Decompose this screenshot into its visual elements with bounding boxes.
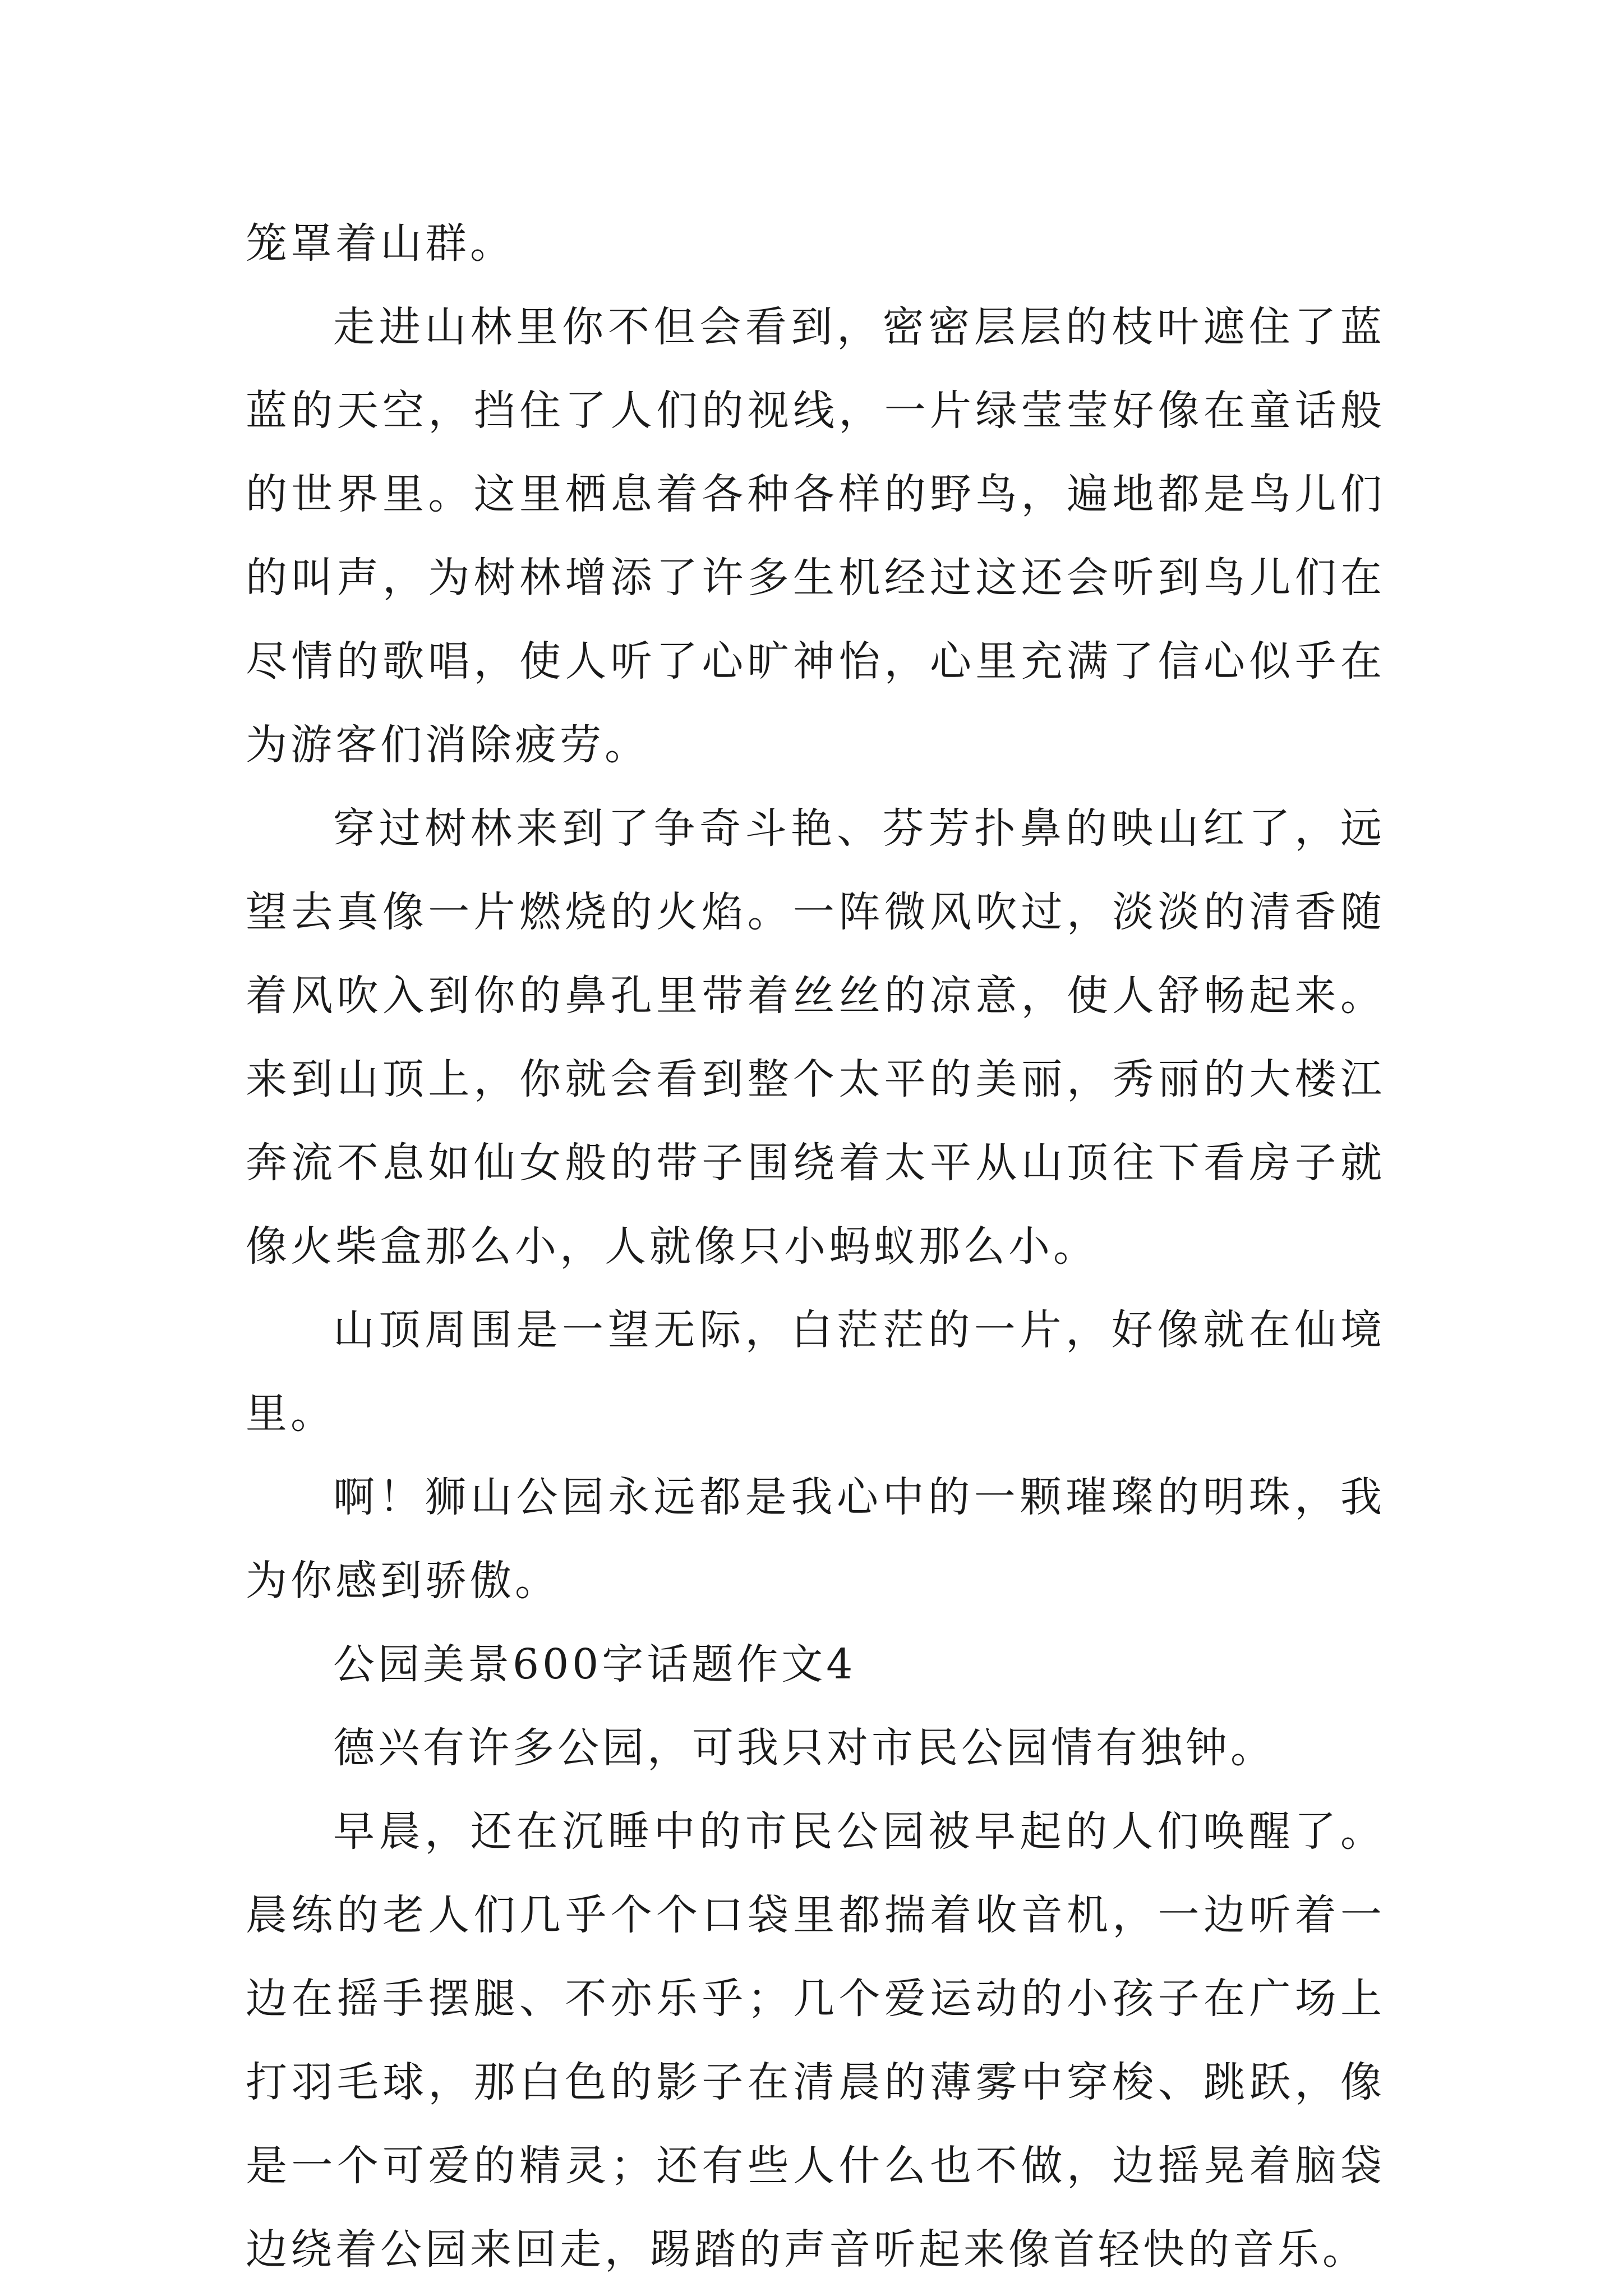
document-body [246, 202, 1385, 2292]
essay-heading: 公园美景600字话题作文4 [333, 1640, 856, 1688]
paragraph-azalea: 穿过树林来到了争奇斗艳、芬芳扑鼻的映山红了，远望去真像一片燃烧的火焰。一阵微风吹过，淡淡的清香随着风吹入到你的鼻孔里带着丝丝的凉意，使人舒畅起来。来到山顶上，你就会看到整个太平的美丽，秀丽的大楼江奔流不息如仙女般的带子围绕着太平从山顶往下看房子就像火柴盒那么小，人就像只小蚂蚁那么小。 [246, 804, 1385, 1271]
paragraph-continuation: 笼罩着山群。 [246, 219, 515, 268]
paragraph-conclusion: 啊！狮山公园永远都是我心中的一颗璀璨的明珠，我为你感到骄傲。 [246, 1473, 1385, 1605]
paragraph-summit: 山顶周围是一望无际，白茫茫的一片，好像就在仙境里。 [246, 1306, 1385, 1438]
paragraph-intro: 德兴有许多公园，可我只对市民公园情有独钟。 [333, 1724, 1275, 1772]
paragraph-forest: 走进山林里你不但会看到，密密层层的枝叶遮住了蓝蓝的天空，挡住了人们的视线，一片绿莹莹好像在童话般的世界里。这里栖息着各种各样的野鸟，遍地都是鸟儿们的叫声，为树林增添了许多生机经过这还会听到鸟儿们在尽情的歌唱，使人听了心旷神怡，心里充满了信心似乎在为游客们消除疲劳。 [246, 303, 1385, 769]
paragraph-morning: 早晨，还在沉睡中的市民公园被早起的人们唤醒了。晨练的老人们几乎个个口袋里都揣着收音机，一边听着一边在摇手摆腿、不亦乐乎；几个爱运动的小孩子在广场上打羽毛球，那白色的影子在清晨的薄雾中穿梭、跳跃，像是一个可爱的精灵；还有些人什么也不做，边摇晃着脑袋边绕着公园来回走，踢踏的声音听起来像首轻快的音乐。 [246, 1807, 1385, 2274]
